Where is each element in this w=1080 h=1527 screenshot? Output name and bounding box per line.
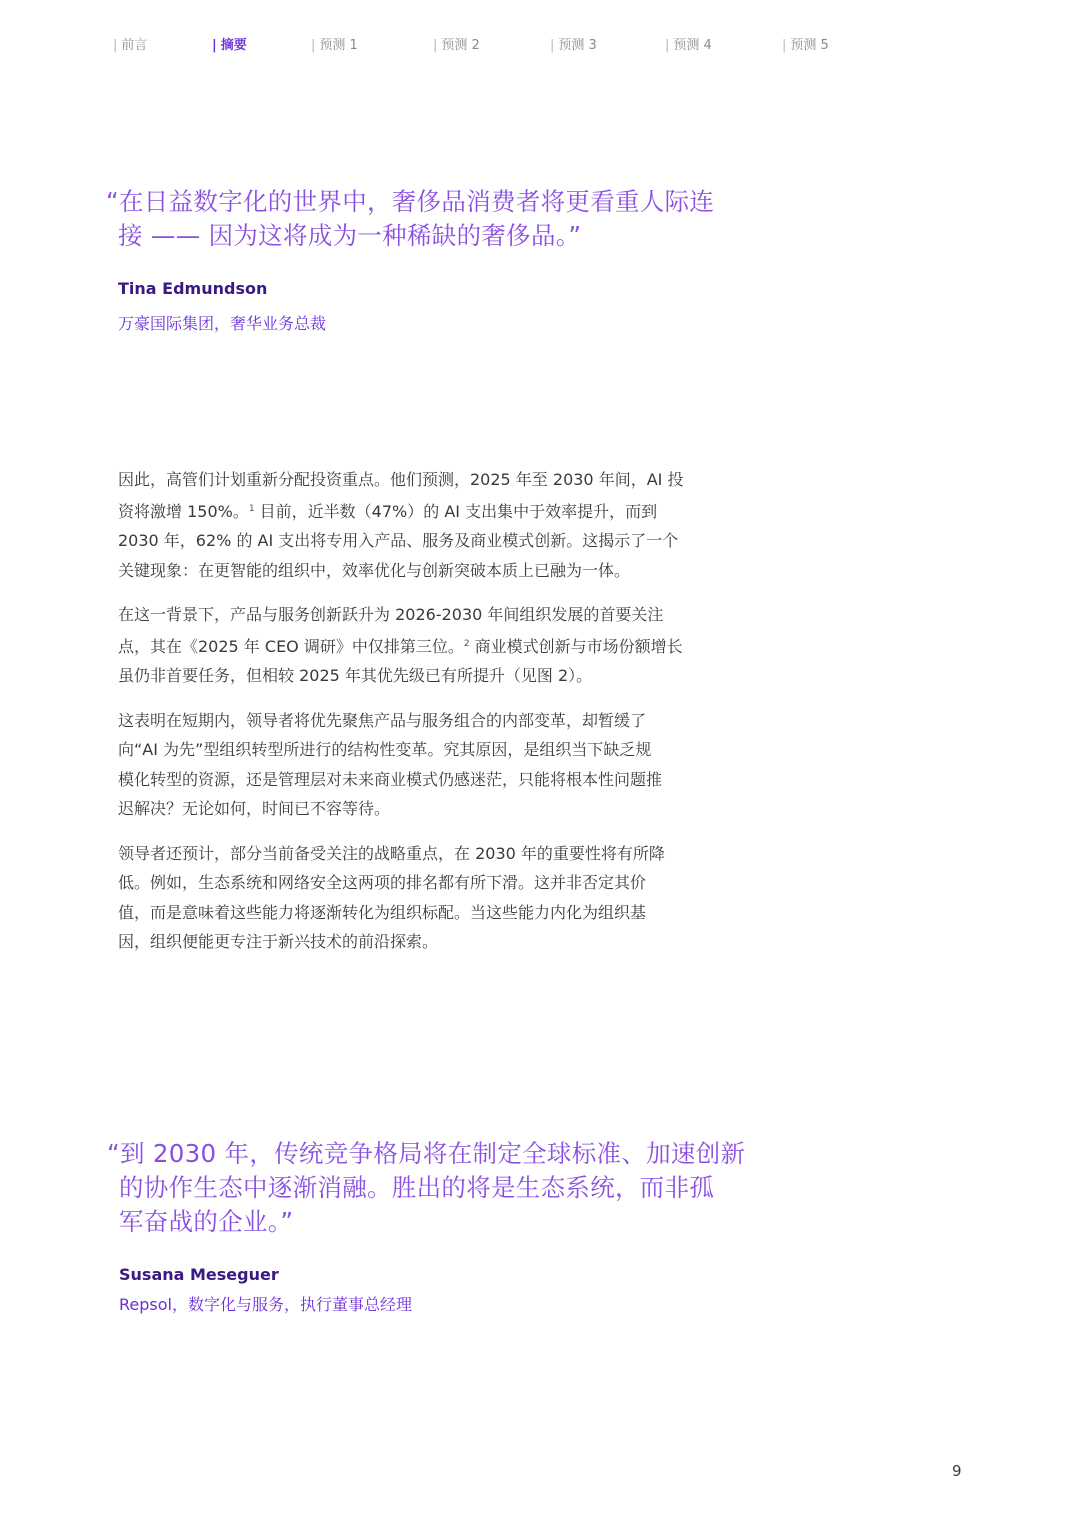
text-segment: 目前，近半数（47%）的 AI 支出集中于效率提升，而到 xyxy=(254,501,658,521)
nav-divider: | xyxy=(113,38,118,53)
text-line: 向“AI 为先”型组织转型所进行的结构性变革。究其原因，是组织当下缺乏规 xyxy=(118,740,652,759)
nav-divider: | xyxy=(433,38,438,53)
nav-item-prediction-2[interactable] xyxy=(433,34,480,53)
quote-line: 接 —— 因为这将成为一种稀缺的奢侈品。” xyxy=(118,221,582,250)
quote-line: 的协作生态中逐渐消融。胜出的将是生态系统，而非孤 xyxy=(119,1173,715,1202)
body-text xyxy=(118,465,748,972)
nav-divider: | xyxy=(782,38,787,53)
text-line: 因，组织便能更专注于新兴技术的前沿探索。 xyxy=(118,932,439,951)
text-line: 这表明在短期内，领导者将优先聚焦产品与服务组合的内部变革，却暂缓了 xyxy=(118,710,647,730)
page-number: 9 xyxy=(952,1462,962,1480)
nav-item-label: 预测 5 xyxy=(790,38,829,53)
nav-item-label: 预测 2 xyxy=(441,38,480,53)
nav-item-prediction-1[interactable] xyxy=(311,34,358,53)
text-segment: 商业模式创新与市场份额增长 xyxy=(469,636,683,656)
quote-author-title: Repsol，数字化与服务，执行董事总经理 xyxy=(119,1295,412,1314)
text-line: 在这一背景下，产品与服务创新跃升为 2026-2030 年间组织发展的首要关注 xyxy=(118,605,664,624)
text-segment: 点，其在《2025 年 CEO 调研》中仅排第三位。 xyxy=(118,636,464,656)
text-line: 因此，高管们计划重新分配投资重点。他们预测，2025 年至 2030 年间，AI 投 xyxy=(118,470,684,489)
nav-item-label: 预测 3 xyxy=(558,38,597,53)
text-segment: 资将激增 150%。 xyxy=(118,501,249,521)
quote-author-name: Susana Meseguer xyxy=(119,1265,279,1284)
text-line: 关键现象：在更智能的组织中，效率优化与创新突破本质上已融为一体。 xyxy=(118,560,631,580)
text-line: 低。例如，生态系统和网络安全这两项的排名都有所下滑。这并非否定其价 xyxy=(118,873,647,892)
nav-item-prediction-4[interactable] xyxy=(665,34,712,53)
text-line: 模化转型的资源，还是管理层对未来商业模式仍感迷茫，只能将根本性问题推 xyxy=(118,769,663,789)
nav-divider: | xyxy=(212,38,217,53)
nav-divider: | xyxy=(665,38,670,53)
paragraph xyxy=(118,465,748,585)
nav-item-prediction-5[interactable] xyxy=(782,34,829,53)
nav-item-prediction-3[interactable] xyxy=(550,34,597,53)
nav-divider: | xyxy=(311,38,316,53)
nav-item-label: 预测 1 xyxy=(319,38,358,53)
text-line: 迟解决？无论如何，时间已不容等待。 xyxy=(118,799,391,818)
quote-line: “到 2030 年，传统竞争格局将在制定全球标准、加速创新 xyxy=(107,1139,746,1168)
footnote-ref[interactable]: 1 xyxy=(248,503,255,514)
nav-item-label: 前言 xyxy=(121,38,148,53)
nav-item-label: 摘要 xyxy=(220,38,247,53)
nav-item-preface[interactable] xyxy=(113,34,147,53)
text-line xyxy=(118,495,748,527)
text-line: 领导者还预计，部分当前备受关注的战略重点，在 2030 年的重要性将有所降 xyxy=(118,843,665,863)
text-line: 值，而是意味着这些能力将逐渐转化为组织标配。当这些能力内化为组织基 xyxy=(118,902,647,922)
top-nav xyxy=(0,34,1080,54)
quote-author-name: Tina Edmundson xyxy=(118,279,268,298)
text-line: 2030 年，62% 的 AI 支出将专用入产品、服务及商业模式创新。这揭示了一个 xyxy=(118,531,679,550)
text-line: 虽仍非首要任务，但相较 2025 年其优先级已有所提升（见图 2）。 xyxy=(118,666,593,685)
text-line xyxy=(118,630,748,662)
quote-author-title: 万豪国际集团，奢华业务总裁 xyxy=(118,314,327,333)
nav-item-label: 预测 4 xyxy=(673,38,712,53)
paragraph xyxy=(118,839,748,957)
quote-line: “在日益数字化的世界中，奢侈品消费者将更看重人际连 xyxy=(106,187,715,216)
paragraph xyxy=(118,706,748,824)
nav-item-summary[interactable] xyxy=(212,34,247,53)
nav-divider: | xyxy=(550,38,555,53)
footnote-ref[interactable]: 2 xyxy=(463,638,470,649)
pull-quote-1 xyxy=(106,185,715,253)
paragraph xyxy=(118,600,748,691)
pull-quote-2 xyxy=(107,1137,746,1239)
quote-line: 军奋战的企业。” xyxy=(119,1207,294,1236)
